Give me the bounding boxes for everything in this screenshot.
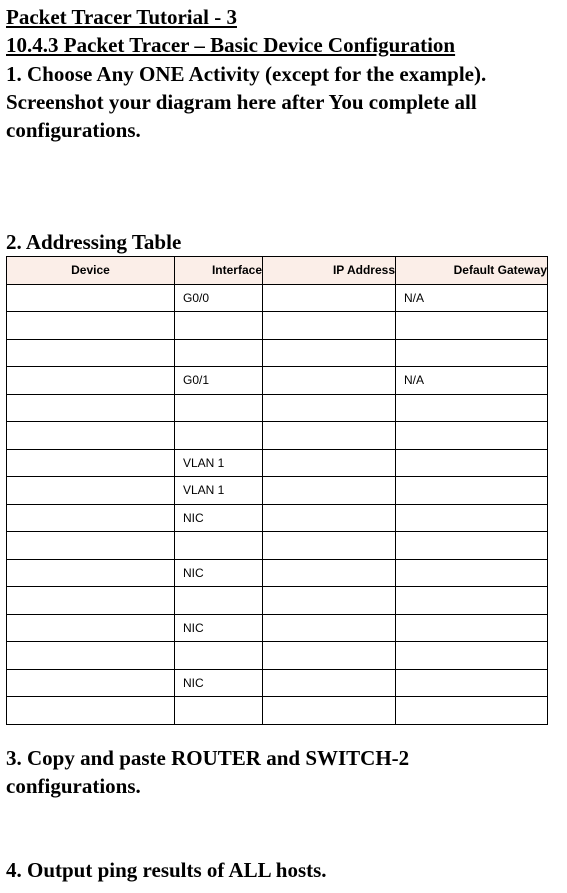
ip-address-cell[interactable] (263, 559, 396, 587)
ip-address-cell[interactable] (263, 697, 396, 725)
table-row (7, 614, 548, 642)
device-cell[interactable] (7, 312, 175, 340)
header-device: Device (7, 257, 175, 285)
default-gateway-cell[interactable]: N/A (396, 367, 548, 395)
header-interface: Interface (175, 257, 263, 285)
ip-address-cell[interactable] (263, 642, 396, 670)
table-row (7, 697, 548, 725)
ip-address-cell[interactable] (263, 284, 396, 312)
addressing-table (6, 256, 548, 725)
interface-cell[interactable] (175, 532, 263, 560)
ip-address-cell[interactable] (263, 587, 396, 615)
table-row (7, 312, 548, 340)
ip-address-cell[interactable] (263, 339, 396, 367)
device-cell[interactable] (7, 587, 175, 615)
device-cell[interactable] (7, 367, 175, 395)
interface-cell[interactable]: VLAN 1 (175, 449, 263, 477)
page-title: Packet Tracer Tutorial - 3 (6, 5, 237, 29)
ip-address-cell[interactable] (263, 532, 396, 560)
table-row (7, 339, 548, 367)
default-gateway-cell[interactable] (396, 614, 548, 642)
table-body (7, 284, 548, 724)
page-subtitle: 10.4.3 Packet Tracer – Basic Device Configuration (6, 33, 456, 57)
question-1-line-2: Screenshot your diagram here after You complete all (6, 90, 477, 114)
device-cell[interactable] (7, 339, 175, 367)
table-row (7, 504, 548, 532)
default-gateway-cell[interactable] (396, 477, 548, 505)
default-gateway-cell[interactable] (396, 312, 548, 340)
device-cell[interactable] (7, 559, 175, 587)
device-cell[interactable] (7, 532, 175, 560)
table-row (7, 587, 548, 615)
interface-cell[interactable] (175, 422, 263, 450)
ip-address-cell[interactable] (263, 449, 396, 477)
default-gateway-cell[interactable] (396, 587, 548, 615)
interface-cell[interactable]: G0/0 (175, 284, 263, 312)
interface-cell[interactable] (175, 312, 263, 340)
interface-cell[interactable]: G0/1 (175, 367, 263, 395)
default-gateway-cell[interactable] (396, 339, 548, 367)
interface-cell[interactable]: VLAN 1 (175, 477, 263, 505)
device-cell[interactable] (7, 284, 175, 312)
device-cell[interactable] (7, 614, 175, 642)
interface-cell[interactable] (175, 642, 263, 670)
table-row (7, 422, 548, 450)
default-gateway-cell[interactable] (396, 697, 548, 725)
device-cell[interactable] (7, 669, 175, 697)
table-row (7, 394, 548, 422)
ip-address-cell[interactable] (263, 367, 396, 395)
device-cell[interactable] (7, 697, 175, 725)
default-gateway-cell[interactable] (396, 532, 548, 560)
default-gateway-cell[interactable] (396, 669, 548, 697)
table-row (7, 559, 548, 587)
table-row (7, 284, 548, 312)
question-3-line-2: configurations. (6, 774, 141, 798)
device-cell[interactable] (7, 477, 175, 505)
default-gateway-cell[interactable] (396, 504, 548, 532)
interface-cell[interactable] (175, 394, 263, 422)
table-row (7, 477, 548, 505)
default-gateway-cell[interactable] (396, 642, 548, 670)
ip-address-cell[interactable] (263, 504, 396, 532)
table-row (7, 367, 548, 395)
ip-address-cell[interactable] (263, 312, 396, 340)
interface-cell[interactable] (175, 697, 263, 725)
table-row (7, 532, 548, 560)
header-default-gateway: Default Gateway (396, 257, 548, 285)
ip-address-cell[interactable] (263, 614, 396, 642)
question-1-line-3: configurations. (6, 118, 141, 142)
default-gateway-cell[interactable] (396, 559, 548, 587)
question-1-line-1: 1. Choose Any ONE Activity (except for the example). (6, 62, 487, 86)
device-cell[interactable] (7, 504, 175, 532)
question-3-line-1: 3. Copy and paste ROUTER and SWITCH-2 (6, 746, 410, 770)
header-ip-address: IP Address (263, 257, 396, 285)
interface-cell[interactable] (175, 587, 263, 615)
device-cell[interactable] (7, 449, 175, 477)
default-gateway-cell[interactable] (396, 422, 548, 450)
ip-address-cell[interactable] (263, 422, 396, 450)
question-4-title: 4. Output ping results of ALL hosts. (6, 858, 327, 882)
interface-cell[interactable]: NIC (175, 614, 263, 642)
default-gateway-cell[interactable] (396, 394, 548, 422)
ip-address-cell[interactable] (263, 477, 396, 505)
table-row (7, 669, 548, 697)
default-gateway-cell[interactable]: N/A (396, 284, 548, 312)
device-cell[interactable] (7, 642, 175, 670)
ip-address-cell[interactable] (263, 669, 396, 697)
interface-cell[interactable]: NIC (175, 559, 263, 587)
ip-address-cell[interactable] (263, 394, 396, 422)
question-2-title: 2. Addressing Table (6, 230, 182, 254)
device-cell[interactable] (7, 394, 175, 422)
interface-cell[interactable] (175, 339, 263, 367)
table-row (7, 449, 548, 477)
default-gateway-cell[interactable] (396, 449, 548, 477)
device-cell[interactable] (7, 422, 175, 450)
table-row (7, 642, 548, 670)
interface-cell[interactable]: NIC (175, 504, 263, 532)
interface-cell[interactable]: NIC (175, 669, 263, 697)
table-header-row (7, 257, 548, 285)
